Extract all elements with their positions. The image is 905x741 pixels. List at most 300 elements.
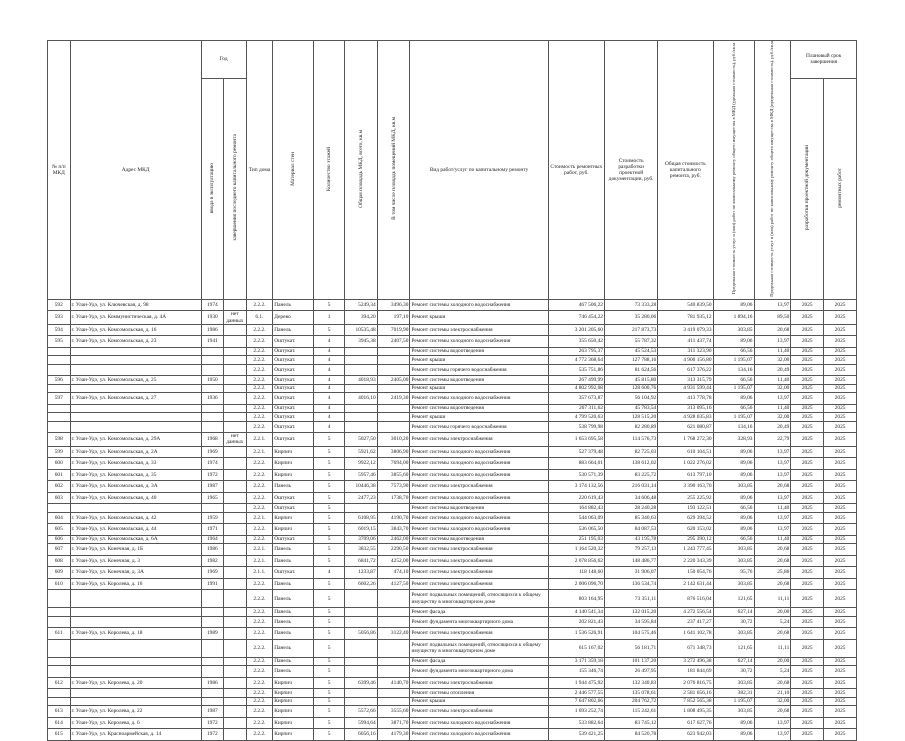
table-cell: 2025 [824,299,857,311]
table-cell [344,616,377,628]
table-cell: 413 778,78 [658,393,713,405]
table-cell: 45 783,54 [605,404,658,413]
table-cell: 32,00 [754,384,791,393]
table-cell [48,590,71,608]
table-cell: Кирпич [273,469,314,481]
table-cell: 1 [314,311,345,324]
table-cell: 355 650,42 [548,336,604,348]
table-cell: Ремонт фасада [410,608,548,617]
table-cell: 614 [48,717,71,729]
table-cell: 21,10 [754,689,791,698]
table-cell: Панель [273,544,314,556]
table-row [48,657,857,666]
table-cell: Панель [273,324,314,336]
capital-repair-table [47,40,857,741]
table-cell: 2025 [791,384,824,393]
table-cell: 89,06 [713,458,754,470]
table-cell: 2025 [791,356,824,365]
table-row [48,512,857,524]
table-cell: 2.2.2. [246,639,273,657]
table-cell [201,689,224,698]
table-cell: 56 181,71 [605,639,658,657]
table-cell: 1950 [201,376,224,385]
table-cell: 1738,70 [377,492,410,504]
table-cell: 11,40 [754,376,791,385]
table-cell: 2.2.2. [246,458,273,470]
table-cell: 2405,00 [377,376,410,385]
header-design-cost: Стоимость разработки проектной документации, руб. [605,41,658,300]
table-cell: 1 808 495,35 [658,706,713,718]
table-cell: 2025 [791,567,824,579]
table-cell: Ремонт системы электроснабжения [410,324,548,336]
table-cell: 20,00 [754,657,791,666]
table-cell: Кирпич [273,524,314,536]
table-cell: 2.2.1. [246,433,273,446]
table-cell: 2025 [824,421,857,433]
table-cell: 115 242,61 [605,706,658,718]
table-cell [344,347,377,356]
table-cell: 132 340,83 [605,677,658,689]
table-cell: 66,56 [713,347,754,356]
table-cell: 79 257,13 [605,544,658,556]
table-row [48,376,857,385]
table-cell: 5 [314,677,345,689]
table-row [48,469,857,481]
table-cell: Оштукат. [273,567,314,579]
table-header [48,41,857,300]
table-cell [377,356,410,365]
table-cell: 4 [314,413,345,422]
header-work-type: Вид работ/услуг по капитальному ремонту [410,41,548,300]
table-cell [201,356,224,365]
table-cell: 32,00 [754,697,791,706]
table-cell: 533 882,64 [548,717,604,729]
table-row [48,299,857,311]
table-cell: г. Улан-Удэ, ул. Конечная, д. 3 [70,555,201,567]
table-cell: 4 [314,364,345,376]
table-cell: 2025 [791,535,824,544]
header-unit-cost-limit: Предельная стоимость услуг и (или) работ по капитальному ремонту общего имущества в МКД (удельная стоимость), руб./кв.м [713,41,754,300]
table-cell: 876 516,04 [658,590,713,608]
table-cell: 2 078 856,62 [548,555,604,567]
table-cell: 605 [48,524,71,536]
table-cell: 20,68 [754,628,791,640]
table-cell: 2.2.2. [246,608,273,617]
table-cell: Ремонт системы водоотведения [410,535,548,544]
table-cell: 4 [314,356,345,365]
table-cell: 121,65 [713,639,754,657]
table-cell [224,608,247,617]
table-cell: Панель [273,555,314,567]
table-cell: 1991 [201,578,224,590]
table-cell: 540 839,50 [658,299,713,311]
table-cell: Кирпич [273,512,314,524]
table-cell: 20,68 [754,677,791,689]
table-cell: 1974 [201,458,224,470]
table-cell: 4 799 520,63 [548,413,604,422]
table-cell [224,535,247,544]
table-cell: 89,06 [713,717,754,729]
table-cell: 2025 [791,324,824,336]
table-cell: 132 015,20 [605,608,658,617]
table-cell: Панель [273,299,314,311]
table-cell: 598 [48,433,71,446]
table-cell: 1959 [201,512,224,524]
table-cell: 13,97 [754,469,791,481]
table-cell: Ремонт системы холодного водоснабжения [410,512,548,524]
table-cell: 11,11 [754,590,791,608]
table-cell [224,404,247,413]
table-cell [48,608,71,617]
table-cell: г. Улан-Удэ, ул. Комсомольская, д. 6А [70,535,201,544]
table-row [48,364,857,376]
table-cell: 20,68 [754,544,791,556]
table-cell: 2025 [824,578,857,590]
table-cell: 4 802 992,08 [548,384,604,393]
table-cell: 623 942,03 [658,729,713,741]
table-cell: 3 419 079,33 [658,324,713,336]
table-cell: 5 [314,481,345,493]
table-cell: 2025 [824,324,857,336]
table-cell: 610 [48,578,71,590]
table-row [48,689,857,698]
table-cell [224,364,247,376]
table-cell: 2025 [791,717,824,729]
table-cell: 621 080,87 [658,421,713,433]
table-cell: Кирпич [273,697,314,706]
table-cell: 13,97 [754,512,791,524]
table-cell: 595 [48,336,71,348]
table-cell [224,384,247,393]
table-cell [224,469,247,481]
table-cell [224,376,247,385]
table-cell: 34 606,48 [605,492,658,504]
table-cell: Ремонт системы горячего водоснабжения [410,421,548,433]
table-cell: 2025 [791,469,824,481]
table-cell: Оштукат. [273,413,314,422]
table-cell: 5027,50 [344,433,377,446]
table-row [48,404,857,413]
table-cell: г. Улан-Удэ, ул. Королева, д. 20 [70,677,201,689]
table-cell: 303,85 [713,324,754,336]
header-house-type: Тип дома [246,41,273,300]
table-cell: 114 576,73 [605,433,658,446]
table-cell: 138 612,02 [605,458,658,470]
table-cell: 2.2.2. [246,356,273,365]
table-cell: 3871,70 [377,717,410,729]
table-cell [48,639,71,657]
table-cell: 2025 [791,697,824,706]
table-cell: 104 575,46 [605,628,658,640]
table-cell: г. Улан-Удэ, ул. Комсомольская, д. 35 [70,469,201,481]
table-cell: 2 076 816,75 [658,677,713,689]
table-cell: 357 673,87 [548,393,604,405]
table-cell: 1 944 475,92 [548,677,604,689]
table-cell: Панель [273,616,314,628]
table-row [48,555,857,567]
table-row [48,590,857,608]
table-cell [377,413,410,422]
table-cell: 2407,50 [377,336,410,348]
table-cell [224,393,247,405]
table-cell: г. Улан-Удэ, ул. Комсомольская, д. 16 [70,324,201,336]
table-row [48,608,857,617]
table-cell: 3555,60 [377,706,410,718]
table-cell: 2.2.2. [246,384,273,393]
table-cell [344,689,377,698]
table-cell: 13,97 [754,393,791,405]
table-cell: 607 [48,544,71,556]
table-cell: 4 [314,393,345,405]
table-cell: 295 390,12 [658,535,713,544]
table-cell: 220 619,43 [548,492,604,504]
table-cell [344,504,377,513]
table-cell [224,628,247,640]
table-cell [224,666,247,678]
table-cell [377,666,410,678]
table-cell: 2.2.2. [246,706,273,718]
table-cell: 602 [48,481,71,493]
table-cell: 2025 [824,413,857,422]
table-cell [224,689,247,698]
table-cell: 2025 [824,524,857,536]
table-cell: 34 595,84 [605,616,658,628]
table-cell: 2025 [824,356,857,365]
table-cell [201,421,224,433]
table-cell: 2.2.2. [246,492,273,504]
table-cell: 148 486,77 [605,555,658,567]
table-cell: 1972 [201,469,224,481]
table-cell: 2025 [791,608,824,617]
table-cell: 620 153,02 [658,524,713,536]
table-cell: Ремонт системы электроснабжения [410,481,548,493]
table-cell: 603 [48,492,71,504]
table-cell: 2.2.2. [246,421,273,433]
table-cell: г. Улан-Удэ, ул. Красноармейская, д. 14 [70,729,201,741]
table-cell: Ремонт системы водоотведения [410,404,548,413]
table-cell: 303,85 [713,481,754,493]
table-cell: 13,97 [754,524,791,536]
table-cell: 2.2.2. [246,336,273,348]
table-cell: Ремонт системы электроснабжения [410,578,548,590]
table-cell: 2290,50 [377,544,410,556]
table-row [48,413,857,422]
table-cell [201,697,224,706]
table-cell [224,706,247,718]
table-cell: Ремонт фундамента многоквартирного дома [410,666,548,678]
table-cell: 20,49 [754,364,791,376]
table-cell: 128 600,76 [605,384,658,393]
table-cell [201,616,224,628]
table-cell [48,347,71,356]
table-cell: 5 [314,504,345,513]
table-cell: 394,20 [344,311,377,324]
table-cell: 4 [314,336,345,348]
table-cell: Кирпич [273,677,314,689]
table-cell: 1986 [201,677,224,689]
table-cell: 2025 [791,336,824,348]
table-cell: 2025 [824,657,857,666]
header-unit-cost-max: Предельная стоимость услуг и (или) работ по капитальному ремонту общего имущества в МКД (предельная стоимость), руб./кв.м [754,41,791,300]
table-cell: 2.2.1. [246,512,273,524]
table-row [48,481,857,493]
table-cell: 606 [48,535,71,544]
table-cell [48,404,71,413]
table-cell: 2025 [824,512,857,524]
table-cell: 13,97 [754,299,791,311]
table-cell: Оштукат. [273,492,314,504]
table-cell: 11,40 [754,535,791,544]
table-cell [377,404,410,413]
table-cell: 2025 [791,616,824,628]
table-cell: 2.2.2. [246,469,273,481]
table-cell: 2025 [791,512,824,524]
table-cell: 1 653 695,58 [548,433,604,446]
table-cell: 66,56 [713,535,754,544]
table-cell: 128 515,20 [605,413,658,422]
table-cell: 3806,90 [377,446,410,458]
table-cell: 2025 [824,311,857,324]
table-cell: 89,06 [713,393,754,405]
table-cell: 592 [48,299,71,311]
table-cell [377,421,410,433]
table-cell: 5 [314,555,345,567]
table-cell: 89,06 [713,492,754,504]
table-cell: Ремонт фасада [410,657,548,666]
table-cell: 5921,62 [344,446,377,458]
table-cell: 3709,06 [344,535,377,544]
table-cell: 2.1.1. [246,567,273,579]
table-cell: 2025 [824,616,857,628]
table-cell: 5 [314,324,345,336]
table-cell: 2025 [791,311,824,324]
table-cell [377,364,410,376]
table-cell: Ремонт системы электроснабжения [410,677,548,689]
table-cell: г. Улан-Удэ, ул. Комсомольская, д. 42 [70,512,201,524]
table-cell: 4 [314,421,345,433]
table-cell: 4190,70 [377,512,410,524]
table-cell [201,639,224,657]
header-total-area: Общая площадь МКД, всего, кв.м [344,41,377,300]
table-cell: 609 [48,567,71,579]
table-cell: 2025 [824,376,857,385]
table-cell: Панель [273,590,314,608]
table-cell: 3945,38 [344,336,377,348]
table-cell: 101 137,20 [605,657,658,666]
table-cell: Кирпич [273,717,314,729]
table-cell: 2025 [824,535,857,544]
table-cell [70,384,201,393]
table-cell: 3 171 359,18 [548,657,604,666]
table-cell: 204 762,72 [605,697,658,706]
table-row [48,421,857,433]
table-cell: 5 [314,657,345,666]
table-cell [224,504,247,513]
table-cell: 11,40 [754,404,791,413]
table-cell: 5 [314,616,345,628]
table-cell [344,413,377,422]
table-cell: Оштукат. [273,535,314,544]
table-cell: 20,68 [754,578,791,590]
table-row [48,535,857,544]
table-cell [224,717,247,729]
table-cell: 73 333,28 [605,299,658,311]
table-cell: 5 [314,524,345,536]
table-cell: 2025 [824,666,857,678]
table-row [48,504,857,513]
table-cell: Ремонт системы холодного водоснабжения [410,469,548,481]
table-cell: 5 [314,578,345,590]
table-cell [344,356,377,365]
table-cell: 5 [314,446,345,458]
table-cell: 313 095,16 [658,404,713,413]
table-cell: 2025 [824,729,857,741]
table-cell: Ремонт системы отопления [410,689,548,698]
table-cell: 193 122,51 [658,504,713,513]
table-cell [224,446,247,458]
table-cell: 303,85 [713,555,754,567]
table-cell: 5 [314,666,345,678]
table-cell: 237 417,27 [658,616,713,628]
table-cell [224,299,247,311]
table-cell: Панель [273,481,314,493]
table-cell: 82 280,89 [605,421,658,433]
table-cell [344,657,377,666]
table-cell [201,608,224,617]
table-cell: 2025 [824,404,857,413]
table-cell: Кирпич [273,729,314,741]
table-cell: 4 [314,384,345,393]
table-cell [344,608,377,617]
table-cell: 4018,93 [344,376,377,385]
table-cell: 2419,30 [377,393,410,405]
table-row [48,356,857,365]
table-cell: Ремонт системы электроснабжения [410,567,548,579]
table-cell: 883 664,01 [548,458,604,470]
table-cell [224,512,247,524]
table-cell: 2025 [791,492,824,504]
table-cell: Ремонт системы горячего водоснабжения [410,364,548,376]
table-row [48,347,857,356]
table-cell [224,413,247,422]
table-cell [344,590,377,608]
table-cell: Ремонт системы водоотведения [410,504,548,513]
table-cell [201,404,224,413]
table-cell: 73 351,11 [605,590,658,608]
table-cell [201,347,224,356]
table-cell: Оштукат. [273,376,314,385]
table-cell: 615 167,02 [548,639,604,657]
table-cell: 3 390 163,70 [658,481,713,493]
table-cell: 2.2.2. [246,324,273,336]
table-cell: 4140,70 [377,677,410,689]
table-cell: 13,97 [754,458,791,470]
table-cell [70,616,201,628]
table-cell: 5 [314,492,345,504]
table-cell: 6019,15 [344,524,377,536]
table-cell: Кирпич [273,458,314,470]
table-cell: 155 346,74 [548,666,604,678]
table-cell: 2477,23 [344,492,377,504]
table-cell: г. Улан-Удэ, ул. Комсомольская, д. 40 [70,492,201,504]
table-cell: 2.2.1. [246,555,273,567]
table-cell: 82 725,03 [605,446,658,458]
table-cell: 2025 [791,729,824,741]
table-cell: 2025 [791,413,824,422]
table-cell: 1 195,07 [713,413,754,422]
table-cell: г. Улан-Удэ, ул. Комсомольская, д. 23 [70,336,201,348]
table-cell [70,364,201,376]
